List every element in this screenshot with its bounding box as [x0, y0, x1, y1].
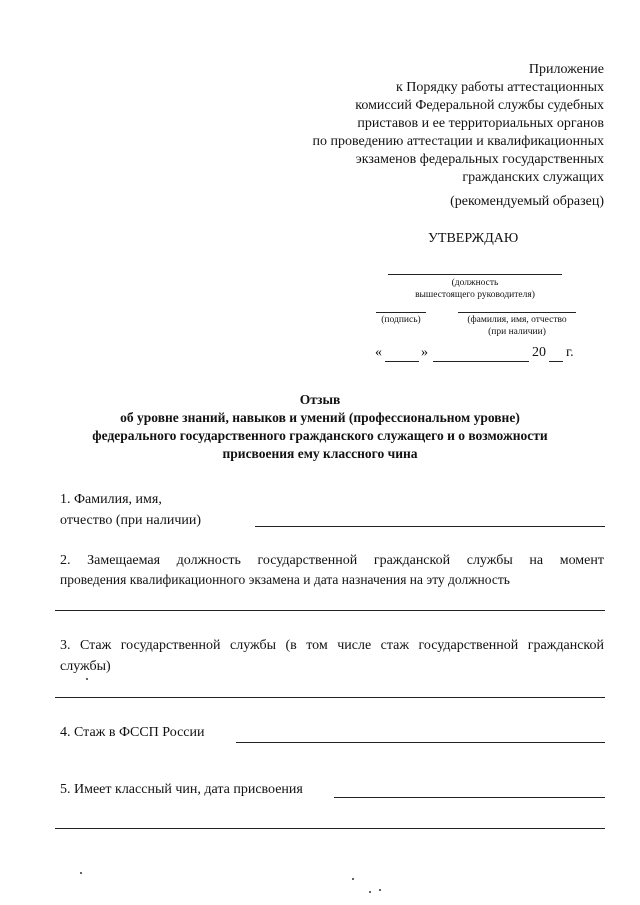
title-line: Отзыв [299, 392, 341, 407]
item5-fill-line[interactable] [334, 797, 605, 798]
item2-label-1: 2. Замещаемая должность государственной гражданской службы на момент [60, 553, 604, 568]
name-line[interactable] [458, 312, 576, 313]
item2-label-2: проведения квалификационного экзамена и дата назначения на эту должность [60, 572, 510, 587]
header-line: гражданских служащих [462, 170, 604, 185]
date-close-quote: » [421, 345, 428, 360]
year-prefix: 20 [532, 345, 546, 360]
item1-label-1: 1. Фамилия, имя, [60, 492, 162, 507]
position-line[interactable] [388, 274, 562, 275]
year-line[interactable] [549, 361, 563, 362]
item5-extra-line[interactable] [55, 828, 605, 829]
item4-fill-line[interactable] [236, 742, 605, 743]
scan-speck [80, 872, 82, 874]
item4-label: 4. Стаж в ФССП России [60, 725, 205, 740]
header-line: приставов и ее территориальных органов [357, 116, 604, 131]
scan-speck [369, 891, 371, 893]
header-line: комиссий Федеральной службы судебных [355, 98, 604, 113]
item3-fill-line[interactable] [55, 697, 605, 698]
item5-label: 5. Имеет классный чин, дата присвоения [60, 782, 303, 797]
header-line: к Порядку работы аттестационных [396, 80, 604, 95]
name-caption-line: (при наличии) [488, 327, 546, 337]
name-caption-line: (фамилия, имя, отчество [467, 315, 567, 325]
signature-line[interactable] [376, 312, 426, 313]
name-caption [452, 314, 582, 338]
item1-fill-line[interactable] [255, 526, 605, 527]
item3-label-1: 3. Стаж государственной службы (в том числе стаж государственной гражданской [60, 638, 604, 653]
scan-speck [86, 678, 88, 680]
date-open-quote: « [375, 345, 382, 360]
date-day-line[interactable] [385, 361, 419, 362]
scan-speck [352, 878, 354, 880]
header-line: по проведению аттестации и квалификационных [312, 134, 604, 149]
scan-speck [379, 889, 381, 891]
header-line: экзаменов федеральных государственных [355, 152, 604, 167]
header-line: Приложение [528, 62, 604, 77]
title-line: об уровне знаний, навыков и умений (профессиональном уровне) [120, 410, 520, 425]
year-suffix: г. [566, 345, 574, 360]
position-caption [380, 277, 570, 301]
appendix-header [313, 61, 604, 187]
item1-label-2: отчество (при наличии) [60, 513, 202, 528]
position-caption-line: (должность [451, 278, 499, 288]
title-line: присвоения ему классного чина [222, 446, 418, 461]
date-month-line[interactable] [433, 361, 529, 362]
approve-label: УТВЕРЖДАЮ [428, 231, 519, 246]
title-line: федерального государственного гражданского служащего и о возможности [92, 428, 548, 443]
signature-caption: (подпись) [381, 315, 421, 325]
sample-note: (рекомендуемый образец) [450, 194, 604, 209]
document-title [40, 391, 600, 463]
item3-label-2: службы) [60, 659, 111, 674]
item2-fill-line[interactable] [55, 610, 605, 611]
position-caption-line: вышестоящего руководителя) [415, 290, 535, 300]
